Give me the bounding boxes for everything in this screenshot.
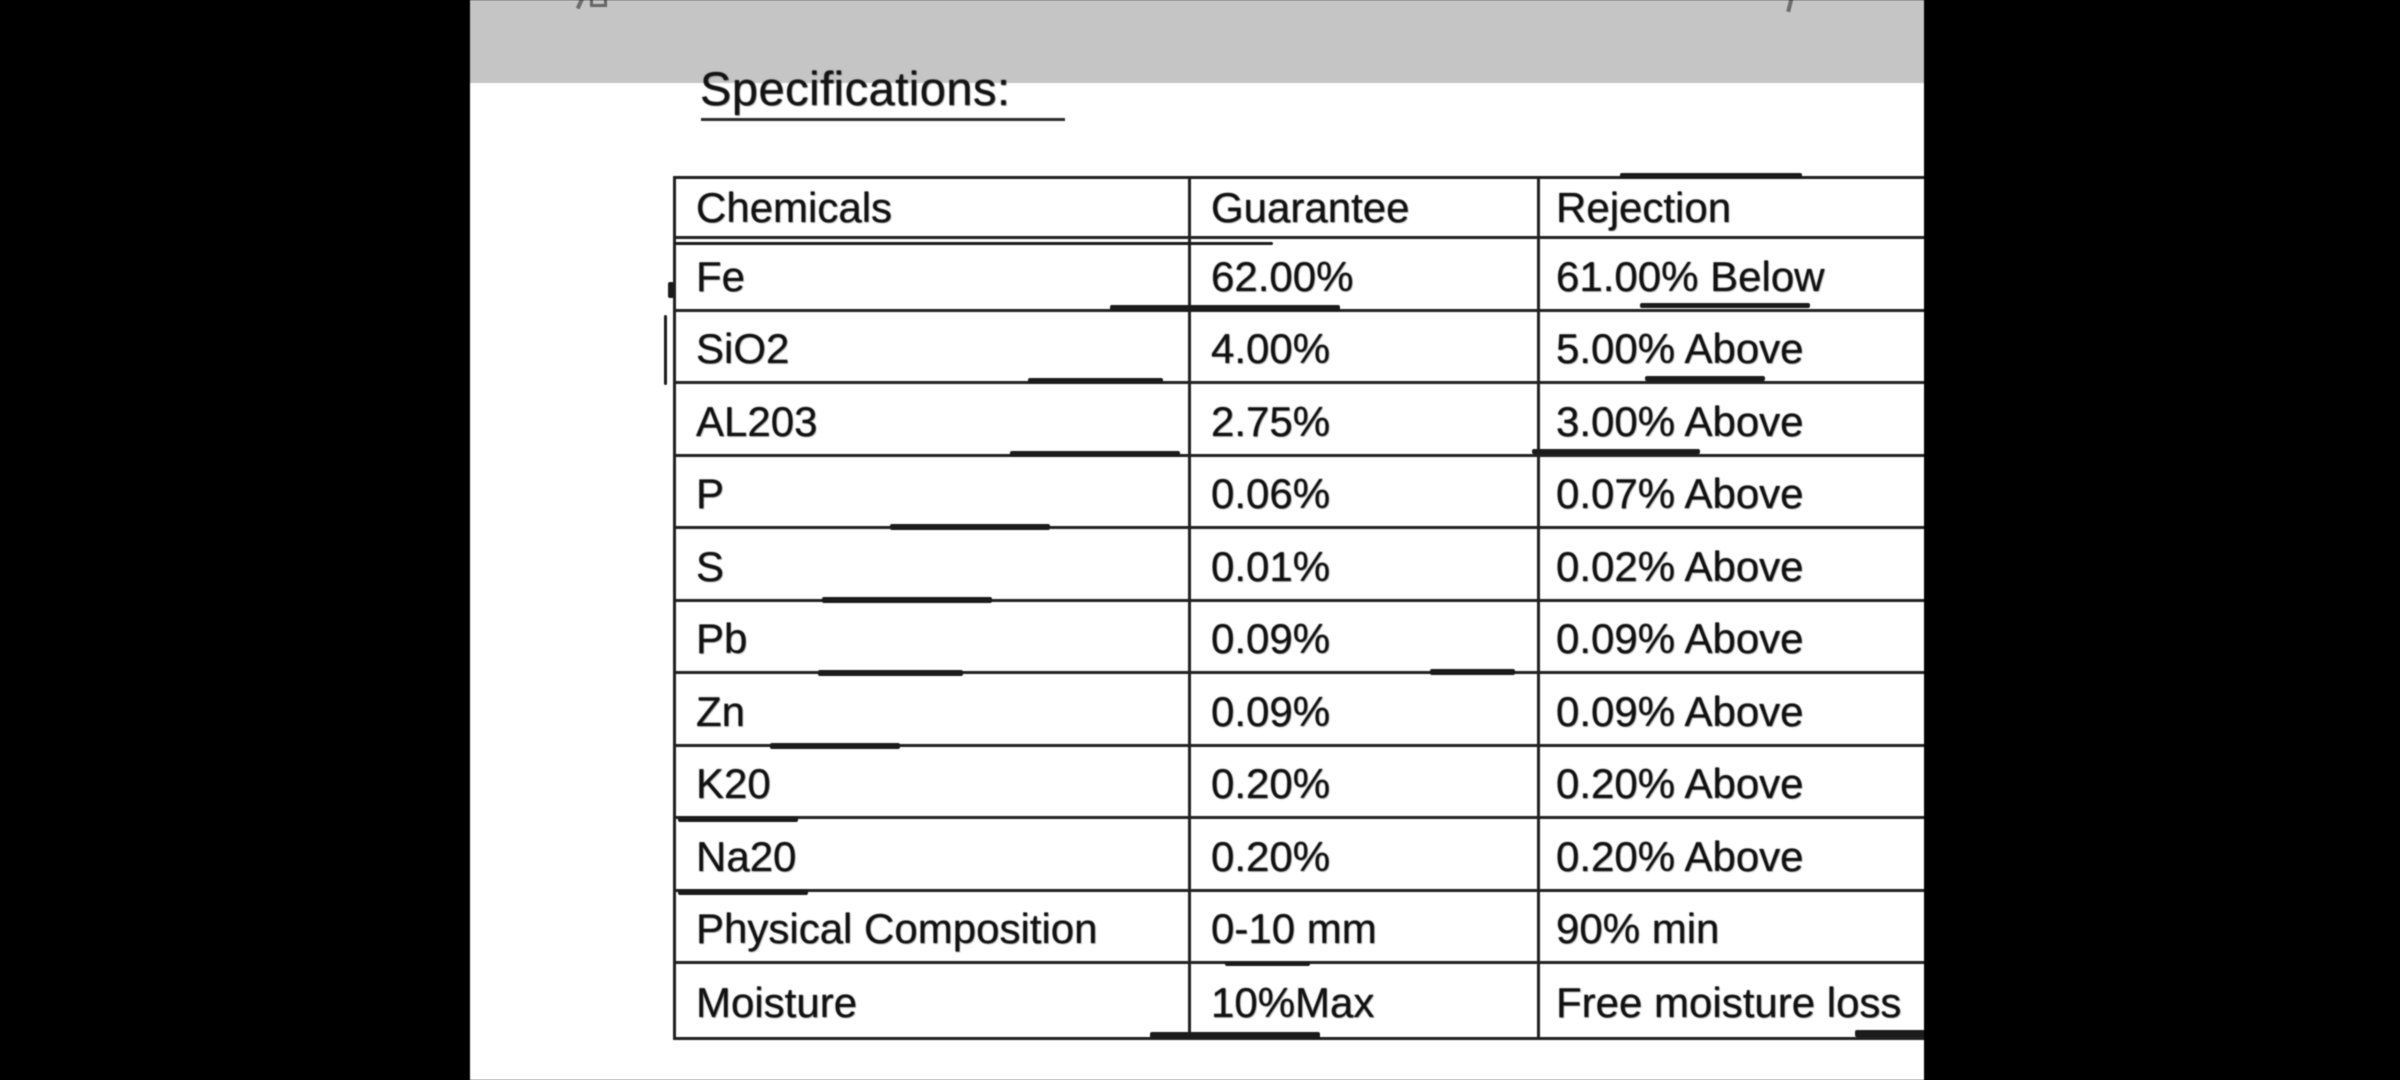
table-cell: 0.07% Above — [1540, 457, 1924, 530]
scan-artifact — [818, 670, 963, 676]
table-cell: 0.20% Above — [1540, 819, 1924, 892]
table-cell: 10%Max — [1191, 964, 1540, 1037]
scan-artifact — [590, 0, 607, 7]
scan-artifact — [1620, 173, 1802, 179]
column-header-guarantee: Guarantee — [1191, 179, 1540, 239]
scan-artifact — [668, 282, 674, 298]
table-cell: SiO2 — [676, 312, 1191, 385]
table-cell: 2.75% — [1191, 384, 1540, 457]
scan-artifact — [1028, 378, 1163, 384]
scan-artifact — [678, 816, 798, 822]
scan-artifact — [1532, 449, 1700, 454]
scan-artifact — [678, 889, 808, 895]
scan-artifact — [673, 242, 1273, 245]
scan-artifact — [664, 315, 667, 385]
table-cell: 4.00% — [1191, 312, 1540, 385]
table-cell: 0.09% Above — [1540, 602, 1924, 675]
title-underline-artifact — [701, 118, 1065, 121]
scan-artifact — [1430, 669, 1515, 675]
table-cell: 0.20% — [1191, 819, 1540, 892]
scanned-document — [470, 0, 1924, 1080]
scan-artifact — [1225, 961, 1310, 966]
scan-artifact — [1010, 451, 1180, 457]
table-cell: Physical Composition — [676, 892, 1191, 965]
table-cell: 0.06% — [1191, 457, 1540, 530]
table-cell: 62.00% — [1191, 239, 1540, 312]
scan-artifact — [1855, 1030, 1924, 1037]
table-cell: Free moisture loss — [1556, 979, 1902, 1027]
scan-artifact — [822, 597, 992, 603]
table-cell: AL203 — [676, 384, 1191, 457]
scan-artifact — [1110, 305, 1340, 311]
column-header-rejection: Rejection — [1540, 179, 1924, 239]
table-cell: Pb — [676, 602, 1191, 675]
table-cell: 0.20% — [1191, 747, 1540, 820]
scan-artifact — [1645, 376, 1765, 381]
table-cell: Na20 — [676, 819, 1191, 892]
table-cell: Fe — [676, 239, 1191, 312]
table-cell: 3.00% Above — [1540, 384, 1924, 457]
column-header-chemicals: Chemicals — [676, 179, 1191, 239]
scan-artifact — [770, 743, 900, 749]
table-cell: Moisture — [676, 964, 1191, 1037]
table-cell: 0.01% — [1191, 529, 1540, 602]
table-cell: 5.00% Above — [1540, 312, 1924, 385]
table-cell: 0.09% — [1191, 674, 1540, 747]
table-cell: 0.02% Above — [1540, 529, 1924, 602]
scanner-edge-bar — [470, 0, 1924, 83]
scan-artifact — [890, 524, 1050, 530]
table-cell: 0.20% Above — [1540, 747, 1924, 820]
table-cell: Zn — [676, 674, 1191, 747]
table-cell: 0-10 mm — [1191, 892, 1540, 965]
table-cell: 0.09% — [1191, 602, 1540, 675]
table-cell: K20 — [676, 747, 1191, 820]
table-cell: S — [676, 529, 1191, 602]
scan-artifact — [1640, 303, 1810, 308]
scan-artifact — [1150, 1032, 1320, 1039]
table-cell: 0.09% Above — [1540, 674, 1924, 747]
page-title: Specifications: — [700, 62, 1011, 115]
table-cell: 61.00% Below — [1540, 239, 1924, 312]
table-cell: P — [676, 457, 1191, 530]
table-cell: 90% min — [1540, 892, 1924, 965]
